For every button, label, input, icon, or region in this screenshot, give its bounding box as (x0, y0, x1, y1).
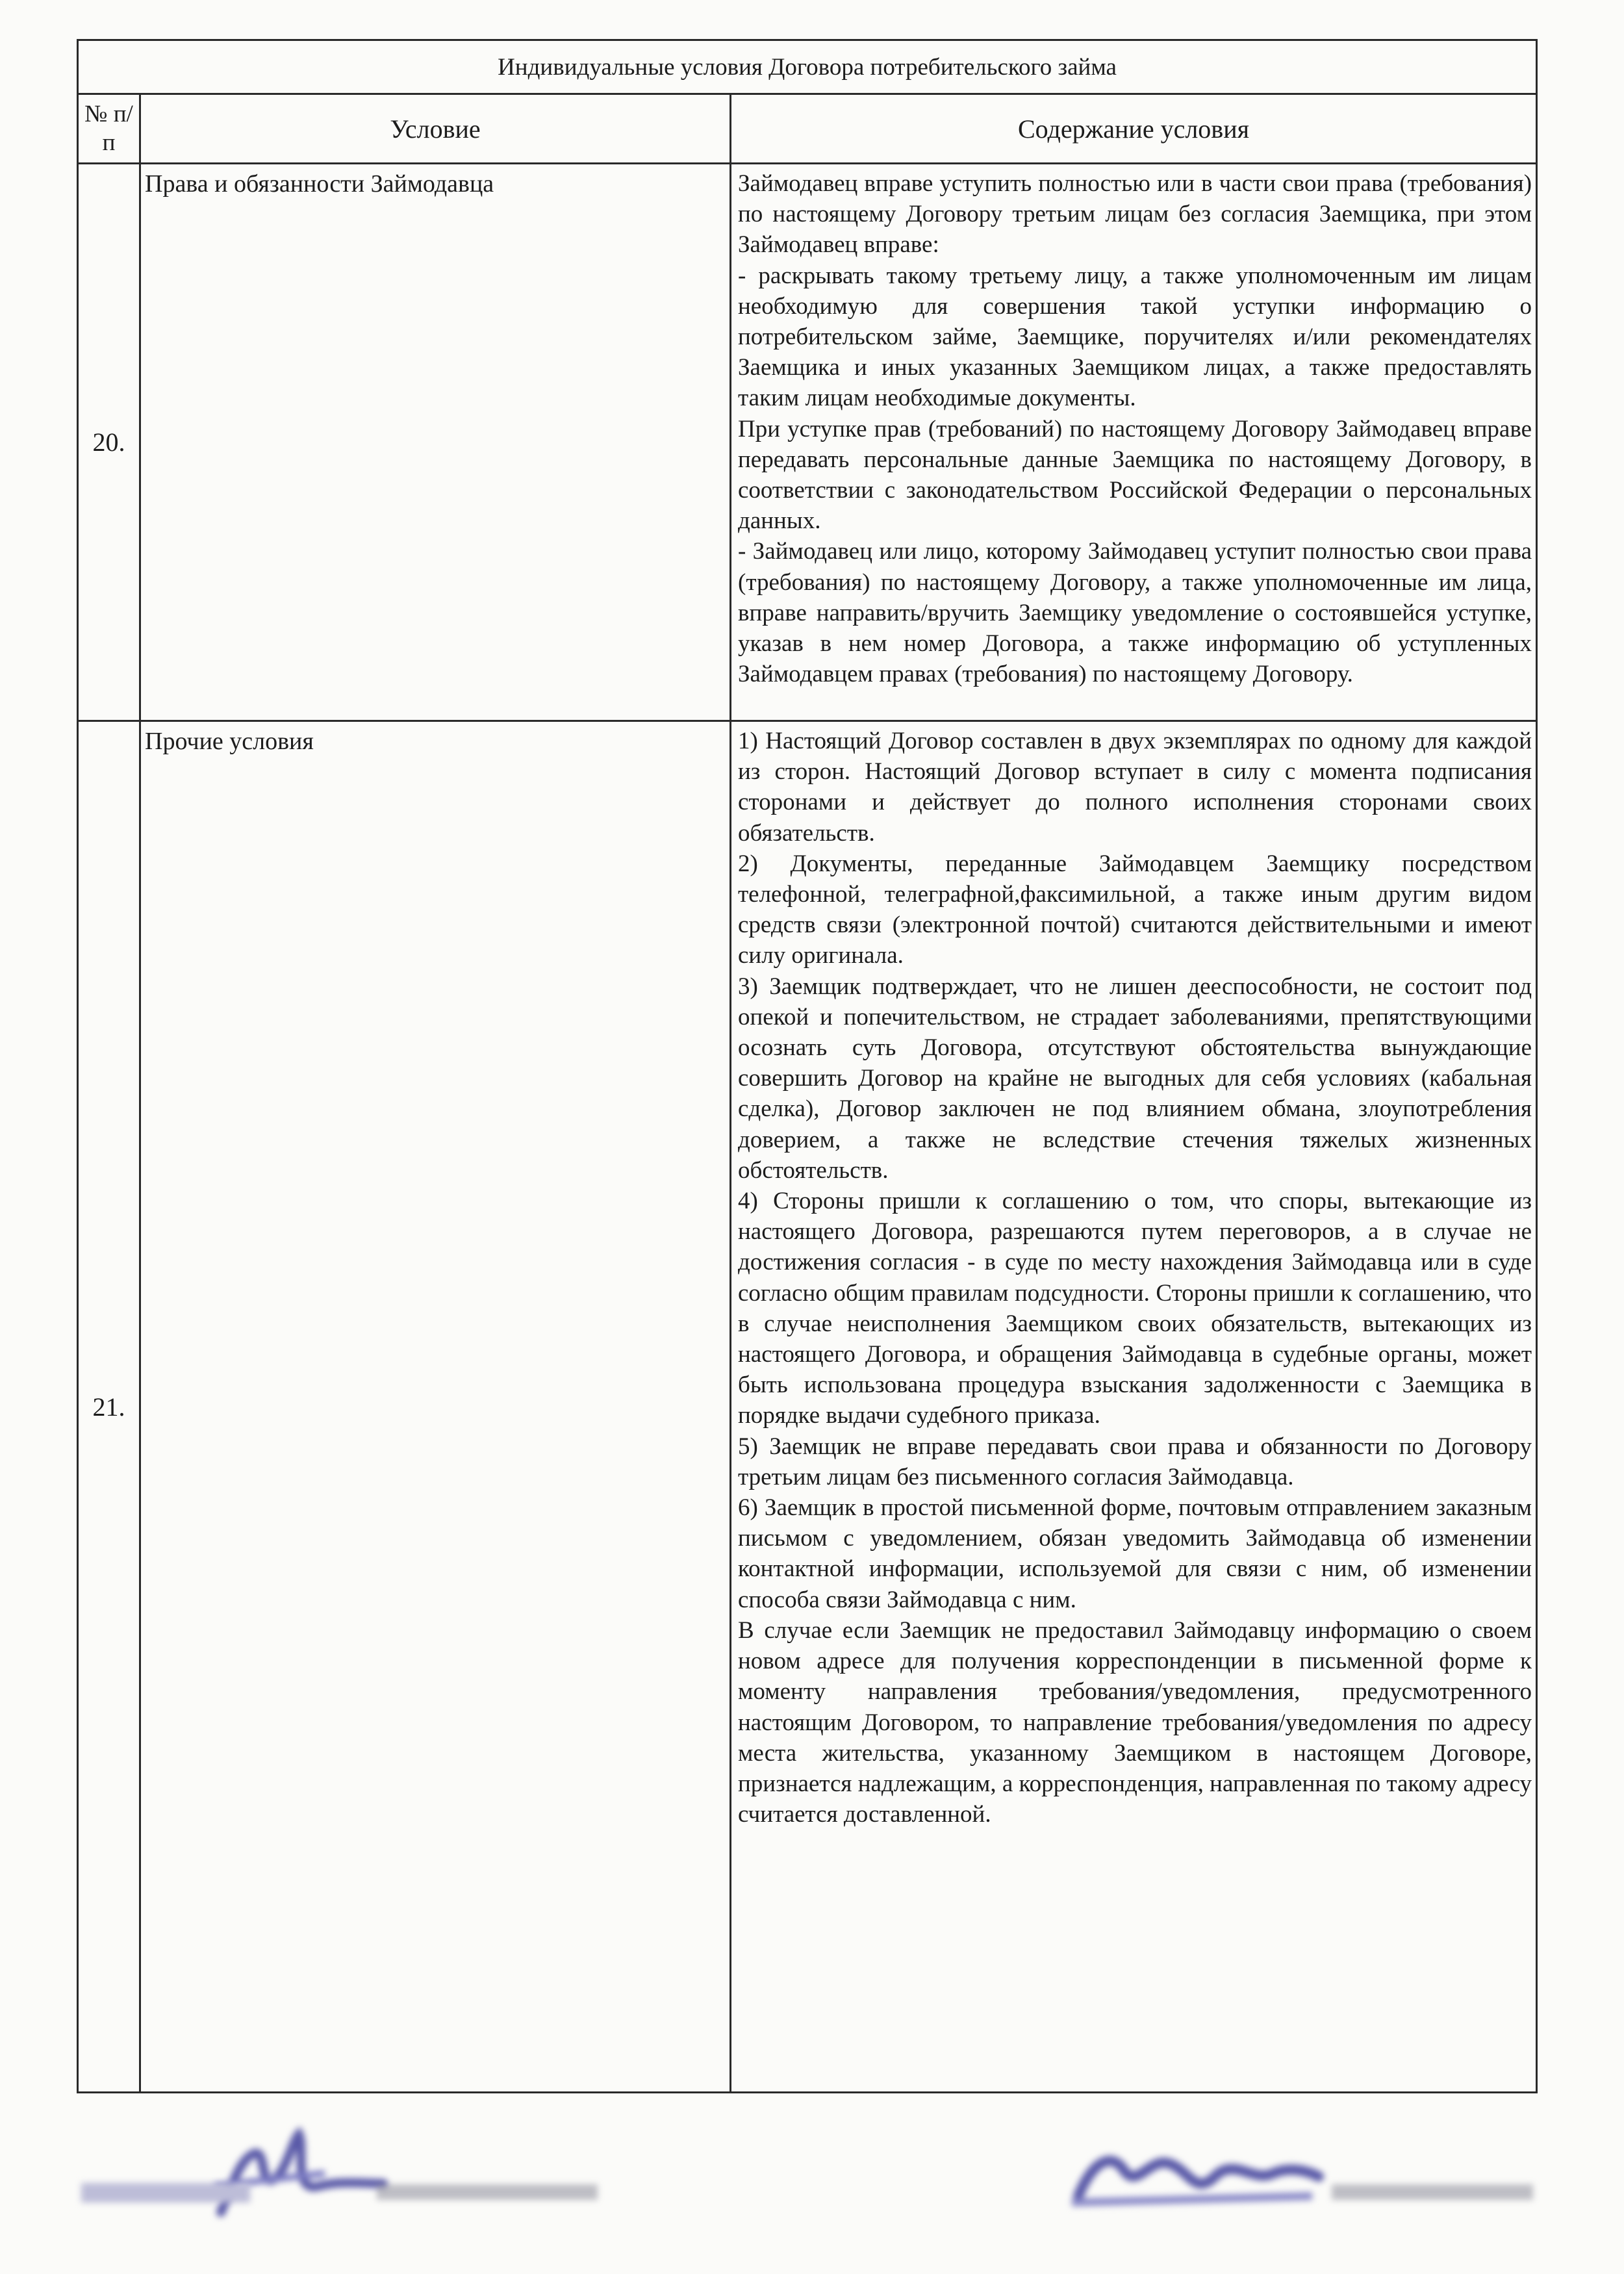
lender-signature-caption (81, 2183, 250, 2203)
borrower-signature-image (1065, 2138, 1325, 2216)
borrower-name-redacted (1332, 2184, 1533, 2200)
content-paragraph: 3) Заемщик подтверждает, что не лишен дееспособности, не состоит под опекой и попечительством, не страдает заболеваниями, препятствующими осознать суть Договора, отсутствуют обстоятельства вынуждающие совершить Договор на крайне не выгодных для себя условиях (кабальная сделка), Договор заключен не под влиянием обмана, злоупотребления доверием, а также не вследствие стечения тяжелых жизненных обстоятельств. (738, 973, 1532, 1184)
row-number: 20. (78, 164, 140, 721)
row-content (731, 721, 1537, 2093)
content-paragraph: В случае если Заемщик не предоставил Займодавцу информацию о своем новом адресе для получения корреспонденции в письменной форме к моменту направления требования/уведомления, предусмотренного настоящим Договором, то направление требования/уведомления по адресу места жительства, указанному Заемщиком в настоящем Договоре, признается надлежащим, а корреспонденция, направленная по такому адресу считается доставленной. (738, 1616, 1532, 1828)
header-number: № п/п (78, 94, 140, 164)
row-condition: Права и обязанности Займодавца (140, 164, 731, 721)
content-paragraph: - раскрывать такому третьему лицу, а также уполномоченным им лицам необходимую для совершения такой уступки информацию о потребительском займе, Заемщике, поручителях и/или рекомендателях Заемщика и иных указанных Заемщиком лицах, а также предоставлять таким лицам необходимые документы. (738, 262, 1532, 412)
row-condition: Прочие условия (140, 721, 731, 2093)
content-paragraph: 4) Стороны пришли к соглашению о том, что споры, вытекающие из настоящего Договора, разрешаются путем переговоров, а в случае не достижения согласия - в суде по месту нахождения Займодавца или в суде согласно общим правилам подсудности. Стороны пришли к соглашению, что в случае неисполнения Заемщиком своих обязательств, вытекающих из настоящего Договора, и обращения Займодавца в судебные органы, может быть использована процедура взыскания задолженности с Заемщика в порядке выдачи судебного приказа. (738, 1188, 1532, 1429)
row-number: 21. (78, 721, 140, 2093)
row-content (731, 164, 1537, 721)
table-row (78, 164, 1537, 721)
lender-signature-image (195, 2121, 390, 2219)
content-paragraph: При уступке прав (требований) по настоящему Договору Займодавец вправе передавать персональные данные Заемщика по настоящему Договору, в соответствии с законодательством Российской Федерации о персональных данных. (738, 415, 1532, 535)
content-paragraph: 6) Заемщик в простой письменной форме, почтовым отправлением заказным письмом с уведомлением, обязан уведомить Займодавца об изменении контактной информации, используемой для связи с ним, об изменении способа связи Займодавца с ним. (738, 1494, 1532, 1613)
table-header-row (78, 94, 1537, 164)
contract-conditions-table (77, 39, 1538, 2093)
header-content: Содержание условия (731, 94, 1537, 164)
table-title-row (78, 40, 1537, 94)
table-title: Индивидуальные условия Договора потребительского займа (78, 40, 1537, 94)
content-paragraph: 1) Настоящий Договор составлен в двух экземплярах по одному для каждой из сторон. Настоящий Договор вступает в силу с момента подписания сторонами и действует до полного исполнения сторонами своих обязательств. (738, 728, 1532, 847)
table-row (78, 721, 1537, 2093)
header-condition: Условие (140, 94, 731, 164)
content-paragraph: - Займодавец или лицо, которому Займодавец уступит полностью свои права (требования) по настоящему Договору, а также уполномоченные им лица, вправе направить/вручить Заемщику уведомление о состоявшейся уступке, указав в нем номер Договора, а также информацию об уступленных Займодавцем правах (требования) по настоящему Договору. (738, 538, 1532, 688)
content-paragraph: Займодавец вправе уступить полностью или в части свои права (требования) по настоящему Договору третьим лицам без согласия Заемщика, при этом Займодавец вправе: (738, 170, 1532, 259)
content-paragraph: 2) Документы, переданные Займодавцем Заемщику посредством телефонной, телеграфной,факсимильной, а также иным другим видом средств связи (электронной почтой) считаются действительными и имеют силу оригинала. (738, 850, 1532, 969)
content-paragraph: 5) Заемщик не вправе передавать свои права и обязанности по Договору третьим лицам без письменного согласия Займодавца. (738, 1433, 1532, 1490)
lender-name-redacted (377, 2184, 598, 2200)
